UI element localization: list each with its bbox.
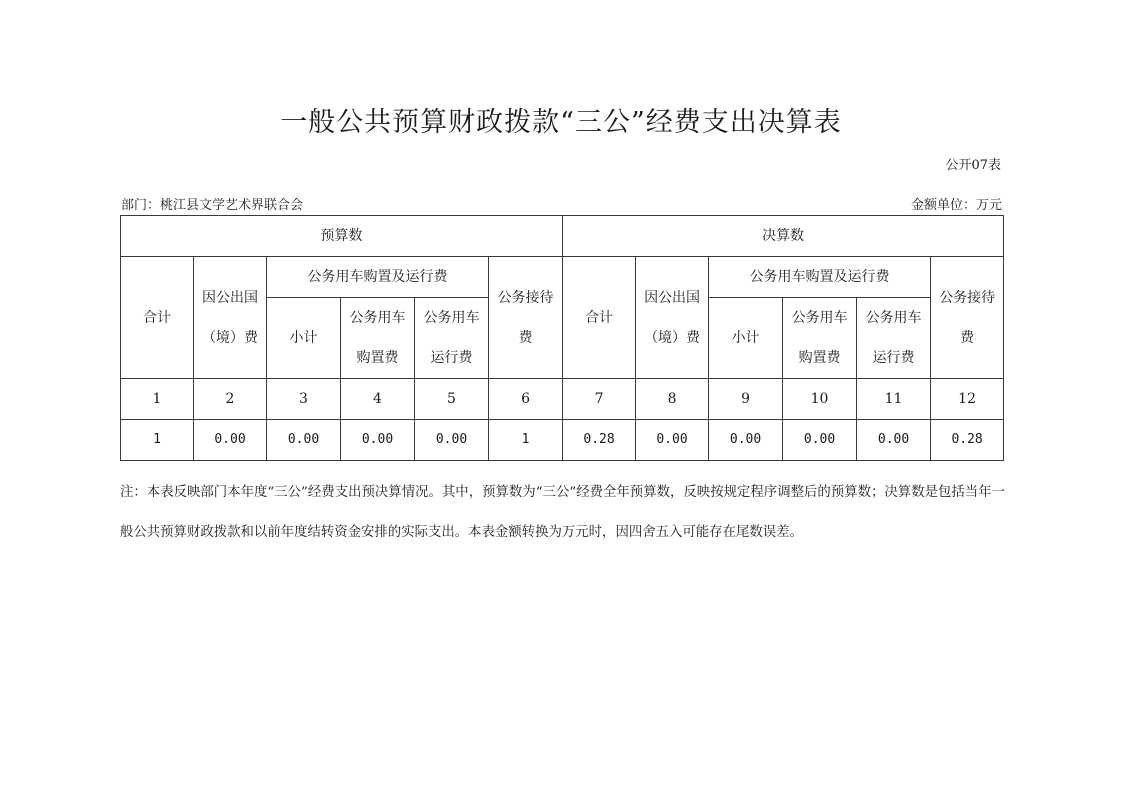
- value-cell: 0.28: [563, 420, 636, 461]
- col-number: 5: [415, 379, 489, 420]
- budget-reception-header: 公务接待 费: [489, 257, 563, 379]
- final-operation-header: 公务用车 运行费: [857, 298, 931, 379]
- value-cell: 1: [121, 420, 194, 461]
- col-number: 10: [783, 379, 857, 420]
- value-cell: 0.00: [415, 420, 489, 461]
- final-vehicle-header: 公务用车购置及运行费: [709, 257, 931, 298]
- amount-unit-label: 金额单位：万元: [910, 198, 1002, 213]
- page-title: 一般公共预算财政拨款“三公”经费支出决算表: [280, 107, 842, 138]
- value-cell: 0.00: [857, 420, 931, 461]
- final-abroad-header: 因公出国 （境）费: [636, 257, 709, 379]
- budget-header: 预算数: [121, 216, 563, 257]
- col-number: 7: [563, 379, 636, 420]
- final-subtotal-header: 小计: [709, 298, 783, 379]
- budget-operation-header: 公务用车 运行费: [415, 298, 489, 379]
- final-reception-header: 公务接待 费: [931, 257, 1004, 379]
- col-number: 6: [489, 379, 563, 420]
- value-cell: 0.00: [783, 420, 857, 461]
- col-number: 2: [194, 379, 267, 420]
- value-cell: 0.00: [636, 420, 709, 461]
- value-cell: 0.00: [194, 420, 267, 461]
- budget-subtotal-header: 小计: [267, 298, 341, 379]
- column-number-row: [121, 379, 1004, 420]
- header-row-groups: [121, 216, 1004, 257]
- col-number: 11: [857, 379, 931, 420]
- value-cell: 0.28: [931, 420, 1004, 461]
- footnote: 注：本表反映部门本年度“三公”经费支出预决算情况。其中，预算数为“三公”经费全年预算数，反映按规定程序调整后的预算数；决算数是包括当年一般公共预算财政拨款和以前年度结转资金安排的实际支出。本表金额转换为万元时，因四舍五入可能存在尾数误差。: [120, 485, 1005, 540]
- value-cell: 1: [489, 420, 563, 461]
- expense-table: [120, 215, 1004, 461]
- value-cell: 0.00: [341, 420, 415, 461]
- col-number: 9: [709, 379, 783, 420]
- value-row: [121, 420, 1004, 461]
- value-cell: 0.00: [709, 420, 783, 461]
- col-number: 8: [636, 379, 709, 420]
- final-header: 决算数: [563, 216, 1004, 257]
- department-label: 部门：桃江县文学艺术界联合会: [121, 198, 304, 213]
- budget-vehicle-header: 公务用车购置及运行费: [267, 257, 489, 298]
- final-purchase-header: 公务用车 购置费: [783, 298, 857, 379]
- budget-abroad-header: 因公出国 （境）费: [194, 257, 267, 379]
- form-number: 公开07表: [945, 158, 1001, 173]
- col-number: 3: [267, 379, 341, 420]
- budget-total-header: 合计: [121, 257, 194, 379]
- final-total-header: 合计: [563, 257, 636, 379]
- header-row-categories: [121, 257, 1004, 298]
- col-number: 1: [121, 379, 194, 420]
- value-cell: 0.00: [267, 420, 341, 461]
- col-number: 4: [341, 379, 415, 420]
- budget-purchase-header: 公务用车 购置费: [341, 298, 415, 379]
- col-number: 12: [931, 379, 1004, 420]
